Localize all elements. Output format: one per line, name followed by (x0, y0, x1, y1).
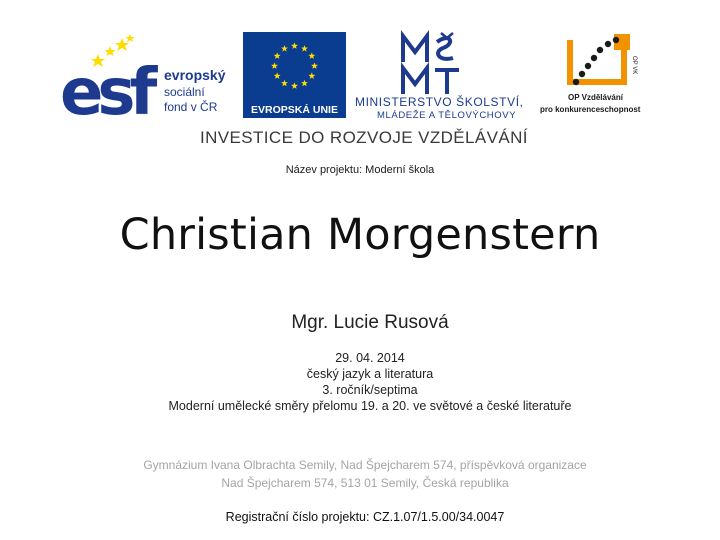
esf-text (164, 67, 226, 114)
school-line2: Nad Špejcharem 574, 513 01 Semily, Česká republika (221, 476, 509, 490)
msmt-line1: MINISTERSTVO ŠKOLSTVÍ, (355, 95, 524, 109)
msmt-mark (403, 33, 459, 94)
author: Mgr. Lucie Rusová (291, 312, 449, 333)
esf-line3: fond v ČR (164, 100, 218, 114)
grade: 3. ročník/septima (322, 383, 418, 397)
school-line1: Gymnázium Ivana Olbrachta Semily, Nad Špejcharem 574, příspěvková organizace (143, 458, 587, 472)
registration-number: Registrační číslo projektu: CZ.1.07/1.5.00/34.0047 (225, 510, 505, 524)
esf-mark (60, 56, 159, 118)
svg-text:esf: esf (60, 56, 152, 118)
esf-line2: sociální (164, 85, 205, 99)
topic: Moderní umělecké směry přelomu 19. a 20. ve světové a české literatuře (168, 399, 572, 413)
eu-flag (243, 32, 346, 100)
presentation-title: Christian Morgenstern (119, 210, 601, 260)
msmt-line2: MLÁDEŽE A TĚLOVÝCHOVY (377, 110, 517, 120)
date: 29. 04. 2014 (335, 351, 405, 365)
details-block (100, 350, 640, 414)
msmt-logo (355, 30, 533, 120)
eu-logo (243, 32, 346, 118)
esf-logo (60, 32, 234, 118)
op-line2: pro konkurenceschopnost (540, 105, 641, 114)
op-line1: OP Vzdělávání (568, 93, 623, 102)
op-vk-logo (540, 32, 658, 122)
project-name: Název projektu: Moderní škola (285, 164, 435, 176)
op-dots (573, 37, 619, 85)
op-side-text: OP VK (631, 56, 637, 75)
esf-line1: evropský (164, 67, 226, 83)
eu-caption: EVROPSKÁ UNIE (251, 104, 338, 116)
subject: český jazyk a literatura (306, 367, 434, 381)
school-block (100, 456, 630, 492)
logo-band-title: INVESTICE DO ROZVOJE VZDĚLÁVÁNÍ (200, 128, 528, 147)
